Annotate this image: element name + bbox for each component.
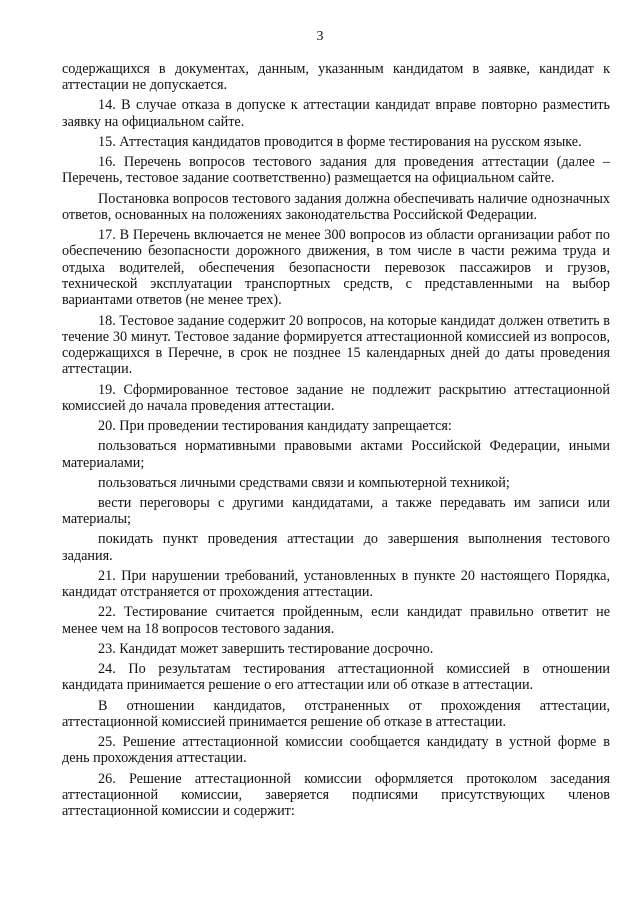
paragraph-15: 15. Аттестация кандидатов проводится в форме тестирования на русском языке.: [98, 133, 582, 150]
paragraph-17: 17. В Перечень включается не менее 300 вопросов из области организации работ по обеспечению безопасности дорожного движения, в том числе в части режима труда и отдыха водителей, обеспечения безопасности перевозок пассажиров и грузов, технической эксплуатации транспортных средств, с представленными на выбор вариантами ответов (не менее трех).: [62, 227, 610, 309]
paragraph-22: 22. Тестирование считается пройденным, если кандидат правильно ответит не менее чем на 18 вопросов тестового задания.: [62, 604, 610, 637]
paragraph-24-continued: В отношении кандидатов, отстраненных от прохождения аттестации, аттестационной комиссией принимается решение об отказе в аттестации.: [62, 697, 610, 730]
document-body: [62, 61, 610, 823]
paragraph-16-continued: Постановка вопросов тестового задания должна обеспечивать наличие однозначных ответов, основанных на положениях законодательства Российской Федерации.: [62, 190, 610, 223]
paragraph-24: 24. По результатам тестирования аттестационной комиссией в отношении кандидата принимается решение о его аттестации или об отказе в аттестации.: [62, 661, 610, 694]
paragraph-26: 26. Решение аттестационной комиссии оформляется протоколом заседания аттестационной комиссии, заверяется подписями присутствующих членов аттестационной комиссии и содержит:: [62, 770, 610, 820]
paragraph-20-item-3: вести переговоры с другими кандидатами, а также передавать им записи или материалы;: [62, 494, 610, 528]
paragraph-21: 21. При нарушении требований, установленных в пункте 20 настоящего Порядка, кандидат отстраняется от прохождения аттестации.: [62, 567, 610, 601]
paragraph-18: 18. Тестовое задание содержит 20 вопросов, на которые кандидат должен ответить в течение 30 минут. Тестовое задание формируется аттестационной комиссией из вопросов, содержащихся в Перечне, в срок не позднее 15 календарных дней до даты проведения аттестации.: [62, 312, 610, 378]
paragraph-25: 25. Решение аттестационной комиссии сообщается кандидату в устной форме в день прохождения аттестации.: [62, 734, 610, 767]
paragraph-14: 14. В случае отказа в допуске к аттестации кандидат вправе повторно разместить заявку на официальном сайте.: [62, 97, 610, 130]
paragraph-16: 16. Перечень вопросов тестового задания для проведения аттестации (далее – Перечень, тестовое задание соответственно) размещается на официальном сайте.: [62, 154, 610, 187]
paragraph-20: 20. При проведении тестирования кандидату запрещается:: [98, 418, 452, 435]
paragraph-23: 23. Кандидат может завершить тестирование досрочно.: [98, 640, 434, 657]
paragraph-19: 19. Сформированное тестовое задание не подлежит раскрытию аттестационной комиссией до начала проведения аттестации.: [62, 381, 610, 414]
paragraph-20-item-4: покидать пункт проведения аттестации до завершения выполнения тестового задания.: [62, 531, 610, 564]
paragraph-20-item-1: пользоваться нормативными правовыми актами Российской Федерации, иными материалами;: [62, 438, 610, 471]
paragraph-continuation: содержащихся в документах, данным, указанным кандидатом в заявке, кандидат к аттестации не допускается.: [62, 61, 610, 94]
page-number: 3: [316, 29, 324, 44]
paragraph-20-item-2: пользоваться личными средствами связи и компьютерной техникой;: [98, 474, 510, 491]
